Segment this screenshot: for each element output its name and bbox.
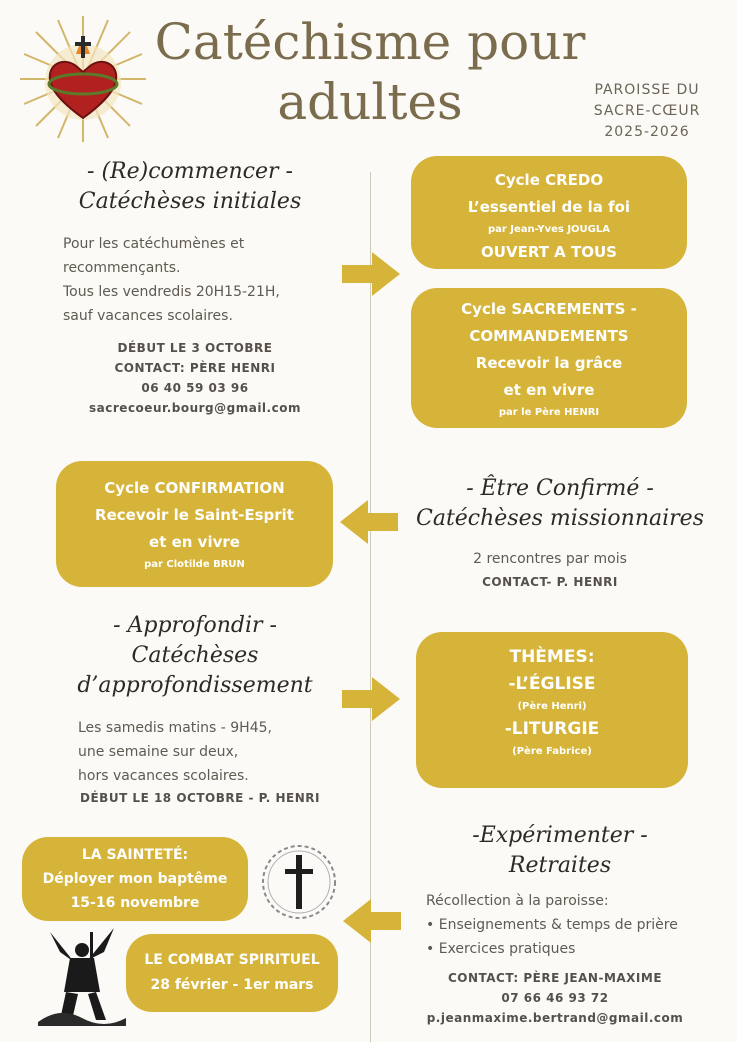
- themes-box[interactable]: [416, 632, 688, 788]
- bullet-item: [426, 913, 726, 937]
- text-line: Les samedis matins - 9H45,: [78, 720, 272, 736]
- box-line: COMMANDEMENTS: [469, 327, 629, 345]
- contact-name: CONTACT: PÈRE JEAN-MAXIME: [447, 971, 663, 985]
- cycle-sacrements-box[interactable]: [411, 288, 687, 428]
- section-approfondir-start: [40, 788, 360, 808]
- start-date: DÉBUT LE 18 OCTOBRE - P. HENRI: [80, 791, 320, 805]
- heading-line: -Expérimenter -: [472, 823, 648, 848]
- bullet-dot-icon: •: [426, 917, 439, 933]
- section-recommencer-text: [63, 232, 353, 328]
- section-experimenter-heading: [410, 821, 710, 881]
- bullet-text: Enseignements & temps de prière: [438, 917, 678, 933]
- arrow-left-icon: [343, 899, 401, 947]
- box-line: Déployer mon baptême: [42, 871, 228, 887]
- box-line: et en vivre: [149, 533, 240, 551]
- section-recommencer-heading: [40, 157, 340, 217]
- box-author: (Père Fabrice): [512, 746, 592, 757]
- arrow-left-icon: [340, 500, 398, 548]
- title-line-1: Catéchisme pour: [154, 13, 586, 71]
- box-line: -LITURGIE: [504, 719, 600, 739]
- heading-line: Retraites: [508, 853, 612, 878]
- text-line: Récollection à la paroisse:: [426, 893, 609, 909]
- section-confirme-text: [400, 547, 700, 571]
- box-author: par Jean-Yves JOUGLA: [487, 224, 610, 235]
- heading-line: Catéchèses missionnaires: [416, 506, 704, 531]
- text-line: Pour les catéchumènes et: [63, 236, 245, 252]
- saintete-box[interactable]: [22, 837, 248, 921]
- contact-email[interactable]: sacrecoeur.bourg@gmail.com: [89, 401, 301, 415]
- text-line: 2 rencontres par mois: [473, 551, 627, 567]
- box-author: par le Père HENRI: [498, 407, 600, 418]
- heading-line: Catéchèses: [131, 643, 259, 668]
- page-title: [150, 12, 590, 132]
- box-line: Cycle CREDO: [494, 171, 604, 189]
- contact-phone: 06 40 59 03 96: [141, 381, 249, 395]
- text-line: une semaine sur deux,: [78, 744, 239, 760]
- sacred-heart-icon: [18, 14, 148, 144]
- cycle-credo-box[interactable]: [411, 156, 687, 269]
- section-approfondir-text: [78, 716, 358, 788]
- title-line-2: adultes: [277, 73, 463, 131]
- box-line: Cycle SACREMENTS -: [461, 300, 637, 318]
- arrow-right-icon: [342, 252, 400, 300]
- box-line: LA SAINTETÉ:: [81, 847, 189, 863]
- start-date: DÉBUT LE 3 OCTOBRE: [117, 341, 273, 355]
- bullet-text: Exercices pratiques: [438, 941, 576, 957]
- heading-line: - Être Confirmé -: [466, 476, 654, 501]
- section-experimenter-text: [426, 889, 726, 961]
- parish-line-3: 2025-2026: [604, 124, 690, 140]
- heading-line: d’approfondissement: [77, 673, 313, 698]
- section-approfondir-heading: [40, 611, 350, 701]
- box-line: THÈMES:: [509, 647, 595, 667]
- text-line: Tous les vendredis 20H15-21H,: [63, 284, 280, 300]
- arrow-right-icon: [342, 677, 400, 725]
- combat-spirituel-box[interactable]: [126, 934, 338, 1012]
- box-line: 28 février - 1er mars: [150, 977, 314, 993]
- section-experimenter-contact: [400, 968, 710, 1028]
- bullet-dot-icon: •: [426, 941, 439, 957]
- heading-line: Catéchèses initiales: [78, 189, 302, 214]
- box-line: 15-16 novembre: [70, 895, 200, 911]
- parish-line-1: PAROISSE DU: [594, 82, 700, 98]
- section-confirme-contact: [400, 572, 700, 592]
- box-line: et en vivre: [503, 381, 595, 399]
- box-line: LE COMBAT SPIRITUEL: [144, 952, 320, 968]
- contact-email[interactable]: p.jeanmaxime.bertrand@gmail.com: [426, 1011, 684, 1025]
- box-line: -L’ÉGLISE: [508, 674, 596, 694]
- box-author: par Clotilde BRUN: [144, 559, 245, 570]
- heading-line: - (Re)commencer -: [87, 159, 293, 184]
- contact-name: CONTACT- P. HENRI: [482, 575, 618, 589]
- box-line: Recevoir la grâce: [475, 354, 623, 372]
- parish-line-2: SACRE-CŒUR: [593, 103, 701, 119]
- text-line: sauf vacances scolaires.: [63, 308, 233, 324]
- contact-phone: 07 66 46 93 72: [501, 991, 609, 1005]
- parish-info: [572, 80, 722, 143]
- saint-michael-icon: [30, 922, 134, 1028]
- text-line: hors vacances scolaires.: [78, 768, 249, 784]
- section-recommencer-contact: [60, 338, 330, 418]
- contact-name: CONTACT: PÈRE HENRI: [114, 361, 276, 375]
- box-line: Cycle CONFIRMATION: [104, 479, 285, 497]
- cycle-confirmation-box[interactable]: [56, 461, 333, 587]
- box-line: L’essentiel de la foi: [467, 198, 631, 216]
- section-confirme-heading: [400, 474, 720, 534]
- bullet-item: [426, 937, 726, 961]
- heading-line: - Approfondir -: [113, 613, 277, 638]
- box-line: OUVERT A TOUS: [481, 243, 617, 261]
- box-author: (Père Henri): [517, 701, 587, 712]
- cross-wreath-icon: [258, 841, 340, 923]
- text-line: recommençants.: [63, 260, 181, 276]
- box-line: Recevoir le Saint-Esprit: [95, 506, 294, 524]
